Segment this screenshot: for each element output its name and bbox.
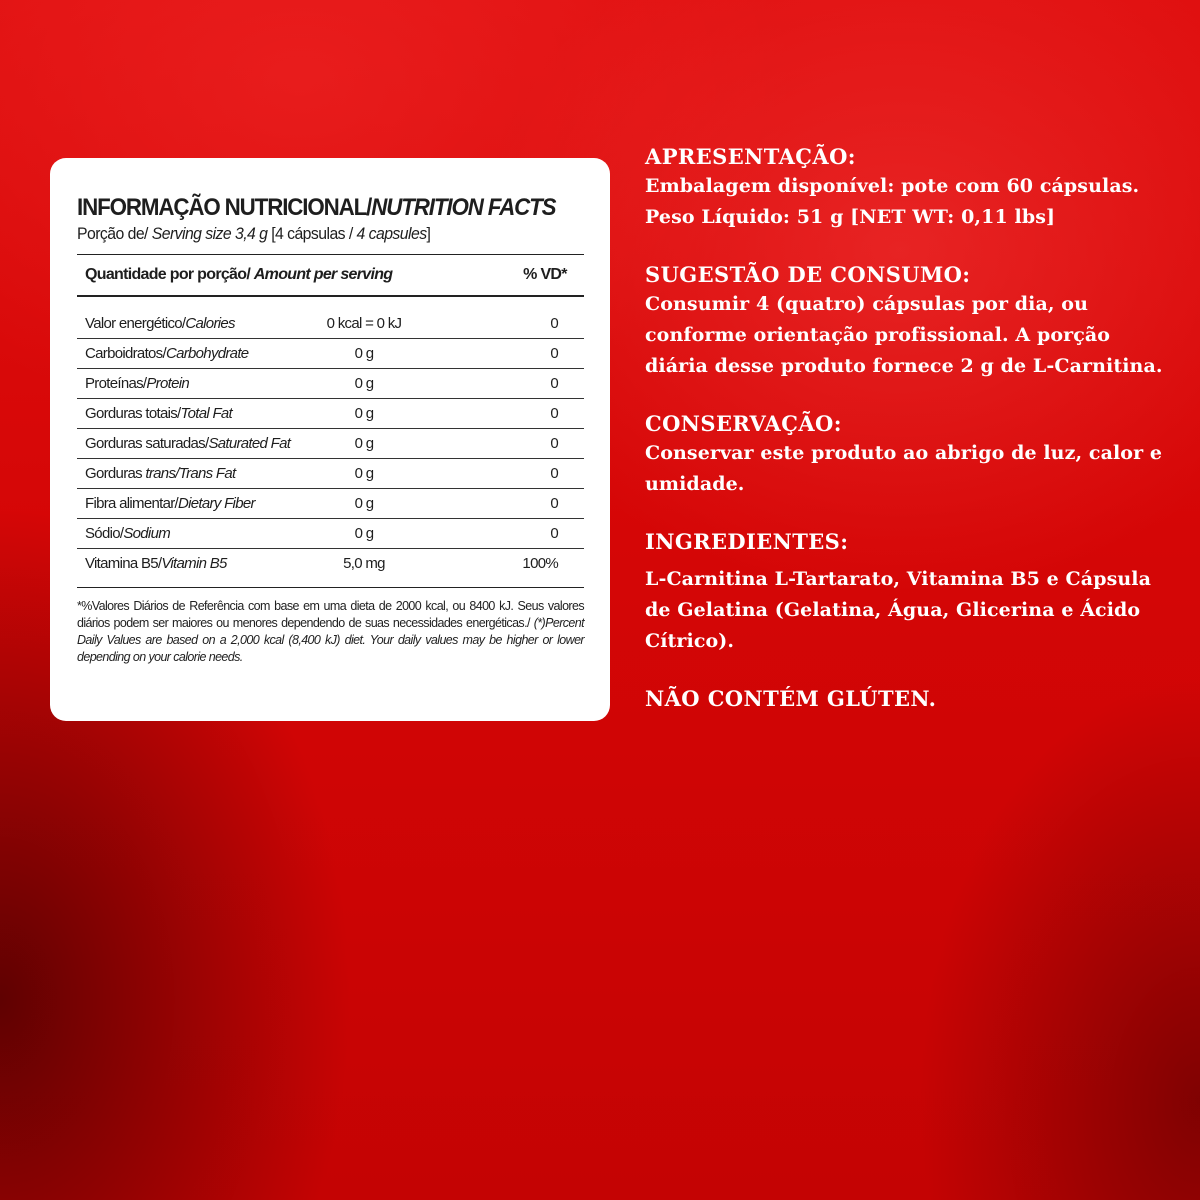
nutrient-name-pt: Carboidratos/ (85, 345, 166, 362)
nutrient-amount: 0 g (354, 405, 374, 422)
header-amount-pt: Quantidade por porção/ (85, 266, 254, 283)
nutrient-vd: 0 (550, 315, 558, 332)
header-amount-en: Amount per serving (253, 266, 393, 283)
daily-values-footnote (77, 598, 584, 666)
nutrient-name-pt: Sódio/ (85, 525, 124, 542)
nutrient-name-en: Dietary Fiber (178, 495, 255, 512)
nutrient-name (77, 495, 309, 512)
table-row (77, 309, 584, 339)
apresentacao-heading: APRESENTAÇÃO: (645, 144, 856, 169)
nutrient-vd: 0 (550, 345, 558, 362)
nutrient-vd: 0 (550, 465, 558, 482)
header-amount (77, 266, 510, 284)
nutrient-name-pt: Gorduras saturadas/ (85, 435, 209, 452)
section-ingredientes (645, 528, 1165, 657)
nutrition-title (77, 194, 556, 222)
nutrient-name (77, 465, 309, 482)
nutrient-vd: 100% (522, 555, 558, 572)
footnote-en: (*)Percent Daily Values are based on a 2,000 kcal (8,400 kJ) diet. Your daily values may be higher or lower depending on your calorie needs. (77, 616, 584, 664)
nutrient-name (77, 375, 309, 392)
product-info (645, 143, 1165, 741)
nutrient-name (77, 435, 309, 452)
nutrition-table-header (77, 255, 584, 297)
apresentacao-body: Embalagem disponível: pote com 60 cápsulas. Peso Líquido: 51 g [NET WT: 0,11 lbs] (645, 175, 1140, 228)
conservacao-heading: CONSERVAÇÃO: (645, 411, 842, 436)
sugestao-body: Consumir 4 (quatro) cápsulas por dia, ou conforme orientação profissional. A porção diária desse produto fornece 2 g de L-Carnitina. (645, 293, 1163, 377)
serving-label-pt: Porção de/ (77, 224, 152, 243)
nutrient-amount: 0 g (354, 495, 374, 512)
serving-close: ] (426, 224, 431, 243)
table-row (77, 399, 584, 429)
nutrient-name-en: Calories (185, 315, 235, 332)
nutrition-title-pt: INFORMAÇÃO NUTRICIONAL/ (77, 194, 372, 221)
nutrition-table (77, 254, 584, 588)
ingredientes-heading: INGREDIENTES: (645, 529, 849, 554)
nutrient-vd: 0 (550, 525, 558, 542)
header-vd: % VD* (523, 266, 567, 283)
section-conservacao (645, 410, 1165, 500)
table-row (77, 549, 584, 578)
serving-label-en: Serving size 3,4 g (151, 224, 268, 243)
section-sugestao (645, 261, 1165, 382)
nutrient-name (77, 315, 309, 332)
nutrient-amount: 0 g (354, 435, 374, 452)
serving-size (77, 224, 549, 244)
nutrient-name-en: Total Fat (180, 405, 233, 422)
nutrient-amount: 0 g (354, 525, 374, 542)
footnote-pt: *%Valores Diários de Referência com base em uma dieta de 2000 kcal, ou 8400 kJ. Seus valores diários podem ser maiores ou menores dependendo de suas necessidades energéticas./ (77, 599, 584, 630)
nutrient-name-pt: Fibra alimentar/ (85, 495, 179, 512)
nutrient-name (77, 345, 309, 362)
nutrient-amount: 0 g (354, 345, 374, 362)
nutrition-title-en: NUTRITION FACTS (371, 194, 556, 221)
table-row (77, 369, 584, 399)
serving-caps-en: 4 capsules (356, 224, 427, 243)
table-row (77, 489, 584, 519)
table-row (77, 459, 584, 489)
conservacao-body: Conservar este produto ao abrigo de luz, calor e umidade. (645, 442, 1163, 495)
ingredientes-body: L-Carnitina L-Tartarato, Vitamina B5 e Cápsula de Gelatina (Gelatina, Água, Glicerina e Ácido Cítrico). (645, 568, 1152, 652)
nutrient-name-pt: Gorduras (85, 465, 146, 482)
nutrient-amount: 0 g (354, 465, 374, 482)
section-apresentacao (645, 143, 1165, 233)
nutrient-name (77, 405, 309, 422)
nutrient-amount: 5,0 mg (343, 555, 385, 572)
nutrient-name-en: Sodium (123, 525, 171, 542)
nutrient-name-pt: Valor energético/ (85, 315, 186, 332)
nutrient-amount: 0 kcal = 0 kJ (326, 315, 402, 332)
nutrient-name-en: Vitamin B5 (161, 555, 227, 572)
nutrient-vd: 0 (550, 495, 558, 512)
nutrient-name (77, 555, 309, 572)
table-bottom-divider (77, 587, 584, 588)
nutrient-name-en: Saturated Fat (208, 435, 291, 452)
nutrient-name-pt: Gorduras totais/ (85, 405, 181, 422)
nutrient-vd: 0 (550, 405, 558, 422)
table-row (77, 429, 584, 459)
nutrient-name (77, 525, 309, 542)
nutrient-name-en: trans/Trans Fat (145, 465, 236, 482)
table-row (77, 519, 584, 549)
nutrient-vd: 0 (550, 375, 558, 392)
nutrient-name-pt: Vitamina B5/ (85, 555, 162, 572)
nutrient-name-pt: Proteínas/ (85, 375, 147, 392)
nutrient-name-en: Carbohydrate (165, 345, 249, 362)
nutrient-amount: 0 g (354, 375, 374, 392)
serving-caps-pt: [4 cápsulas / (267, 224, 357, 243)
gluten-notice: NÃO CONTÉM GLÚTEN. (645, 686, 937, 711)
sugestao-heading: SUGESTÃO DE CONSUMO: (645, 262, 971, 287)
nutrition-facts-card (50, 158, 610, 721)
nutrient-vd: 0 (550, 435, 558, 452)
nutrient-name-en: Protein (146, 375, 190, 392)
section-gluten (645, 685, 1165, 713)
table-row (77, 339, 584, 369)
